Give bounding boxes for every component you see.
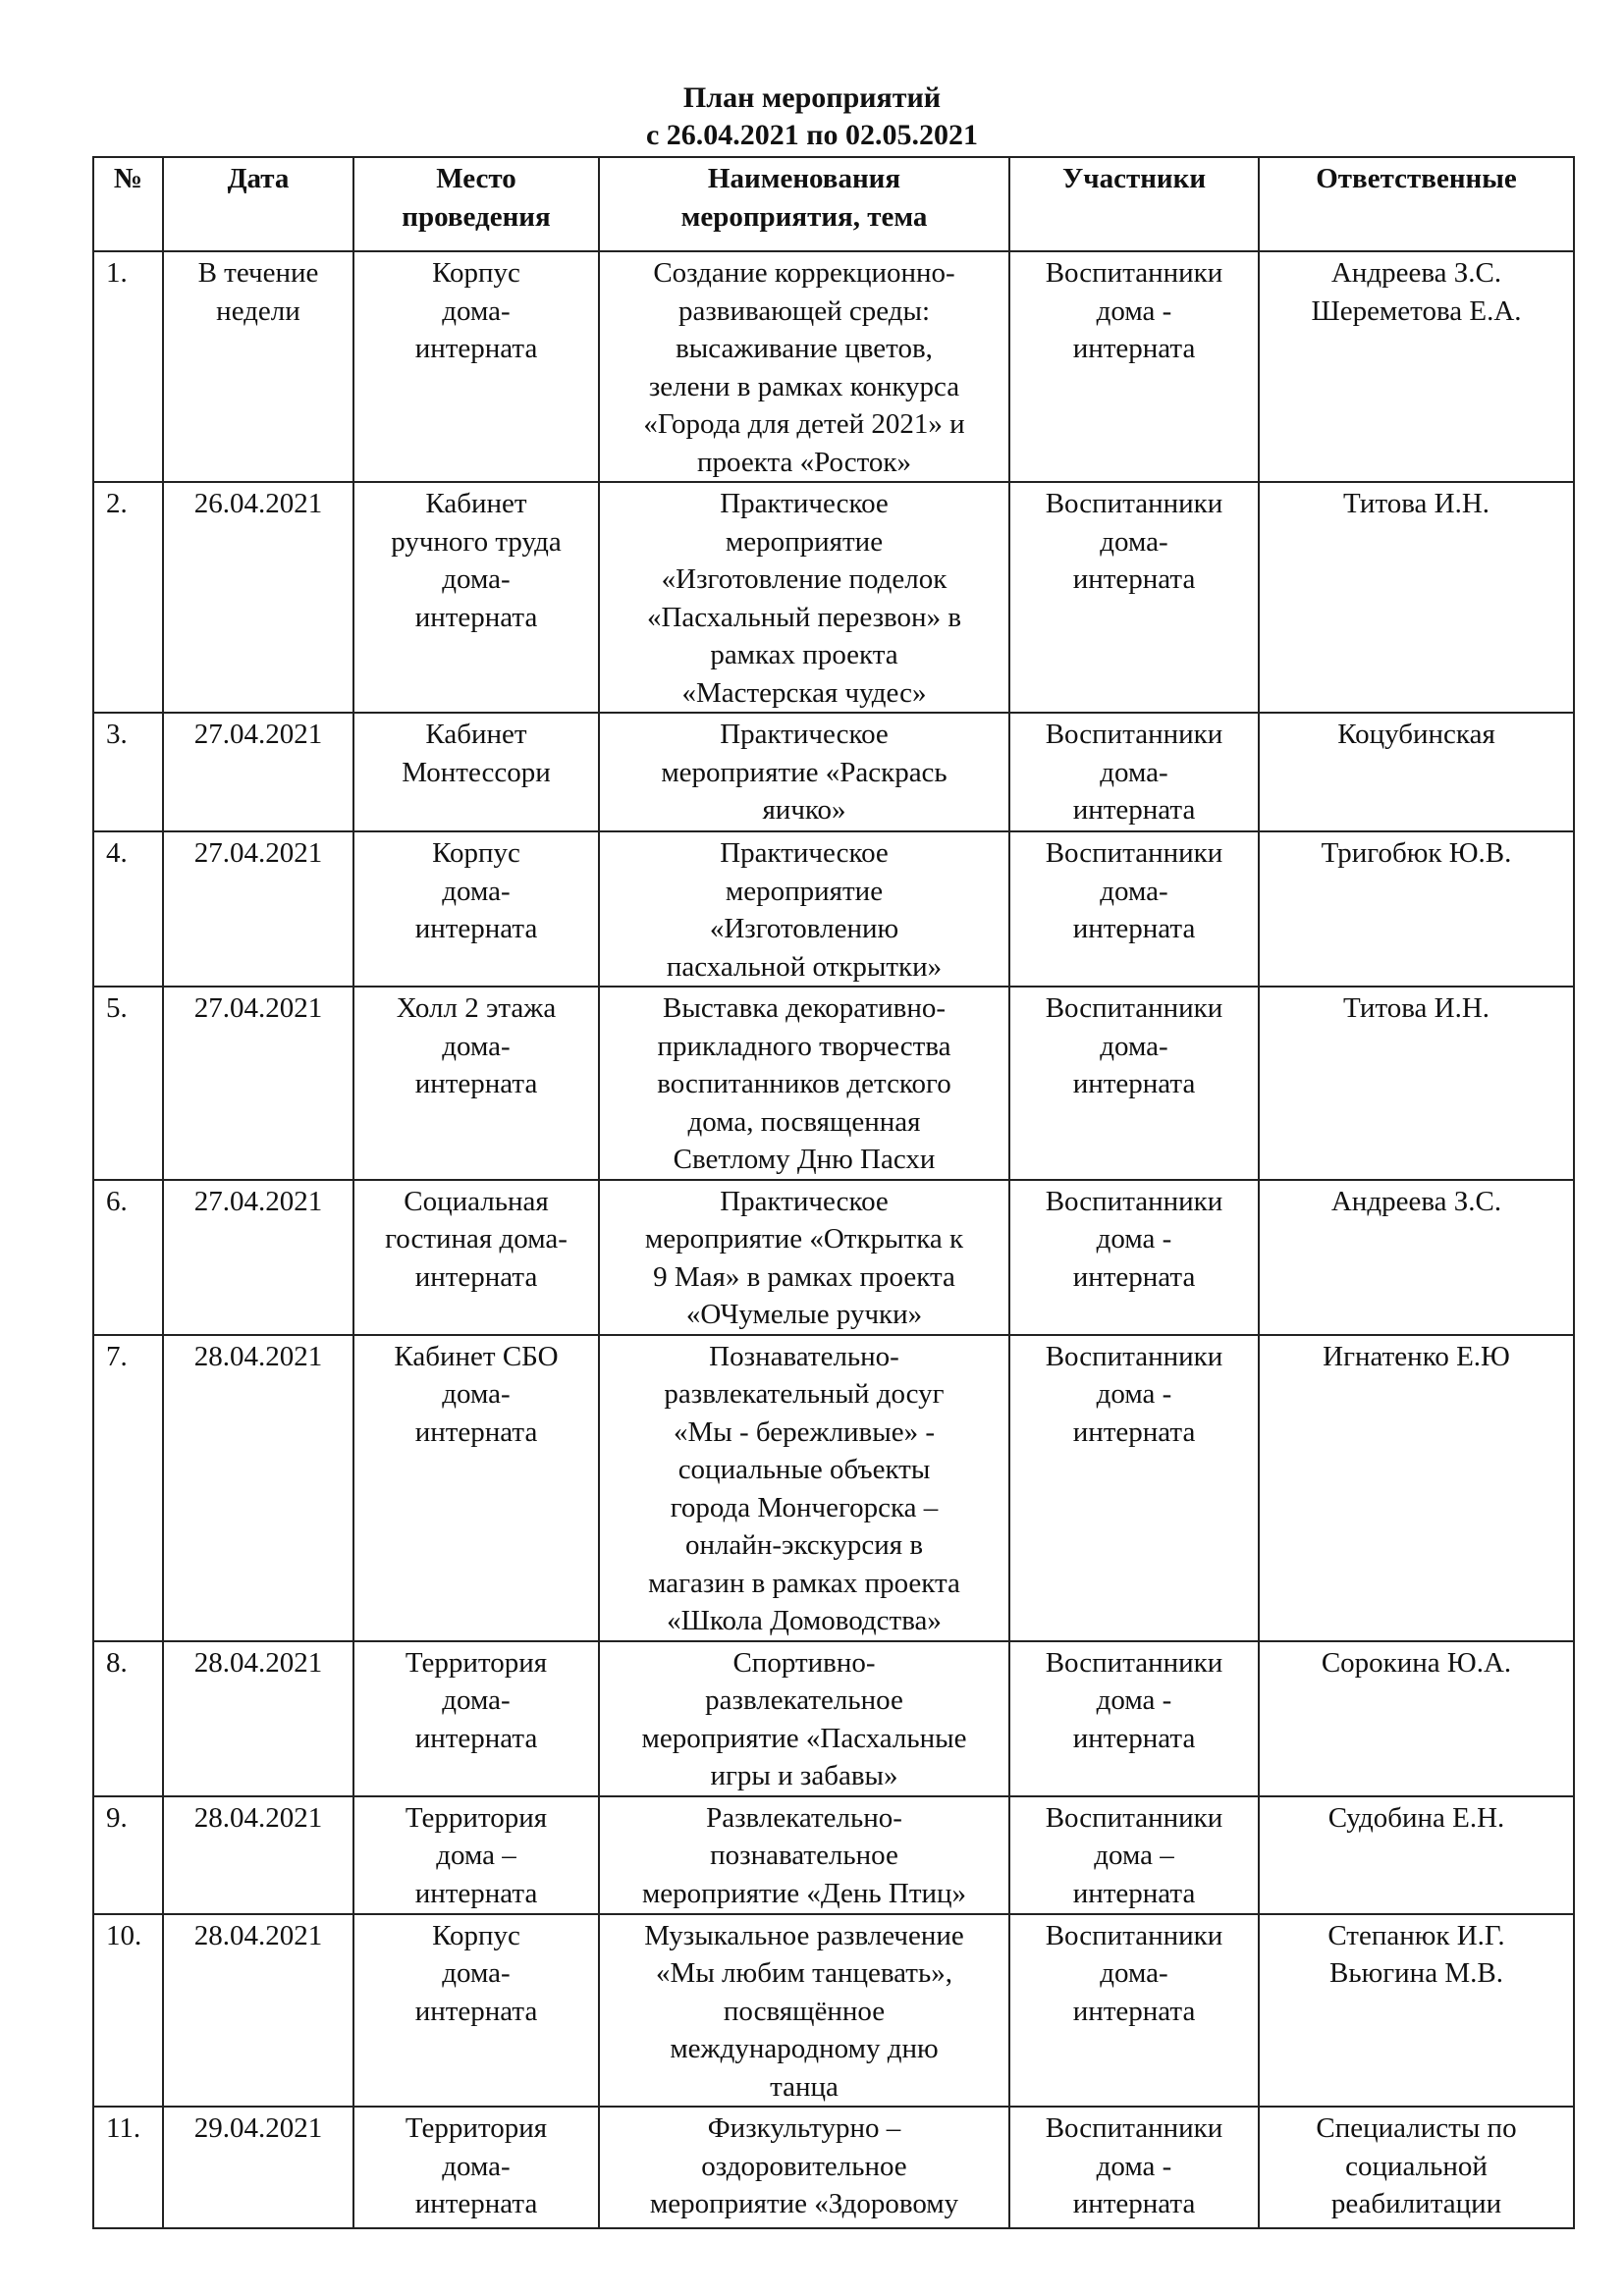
cell-text-line: 1. <box>106 257 128 289</box>
cell-text-line: интерната <box>1072 794 1196 826</box>
cell-text-line: Коцубинская <box>1337 719 1495 750</box>
header-place <box>353 157 599 251</box>
cell-text-line: Воспитанники <box>1045 719 1223 750</box>
cell-number <box>93 987 163 1180</box>
cell-text-line: социальной <box>1345 2150 1488 2182</box>
cell-place <box>353 1180 599 1335</box>
cell-text-line: воспитанников детского <box>657 1068 951 1099</box>
cell-text-line: прикладного творчества <box>657 1030 951 1062</box>
header-text-line: Ответственные <box>1316 163 1517 194</box>
header-text-line: мероприятия, тема <box>680 200 928 233</box>
table-body <box>93 251 1574 2228</box>
table-row <box>93 987 1574 1180</box>
cell-text-line: Практическое <box>720 837 889 869</box>
cell-text-line: развивающей среды: <box>677 294 930 327</box>
cell-text-line: дома - <box>1096 1684 1172 1716</box>
cell-number <box>93 1796 163 1914</box>
cell-place <box>353 1914 599 2108</box>
cell-date <box>163 831 353 987</box>
cell-number <box>93 1180 163 1335</box>
cell-participants <box>1009 831 1259 987</box>
cell-text-line: 28.04.2021 <box>193 1646 323 1679</box>
cell-text-line: Титова И.Н. <box>1342 992 1490 1024</box>
cell-participants <box>1009 1641 1259 1796</box>
cell-responsible <box>1259 1914 1574 2108</box>
cell-text-line: интерната <box>414 1260 538 1293</box>
cell-text-line: Андреева З.С. <box>1330 1185 1502 1217</box>
cell-event <box>599 1641 1009 1796</box>
cell-date <box>163 482 353 713</box>
cell-text-line: 10. <box>106 1919 142 1951</box>
table-row <box>93 1796 1574 1914</box>
cell-text-line: дома- <box>1100 756 1168 788</box>
cell-text-line: 9. <box>106 1801 128 1834</box>
cell-number <box>93 713 163 831</box>
cell-text-line: высаживание цветов, <box>676 333 933 364</box>
cell-event <box>599 251 1009 482</box>
cell-number <box>93 1641 163 1796</box>
cell-event <box>599 1335 1009 1641</box>
cell-text-line: 28.04.2021 <box>193 1340 323 1372</box>
cell-participants <box>1009 2107 1259 2228</box>
cell-text-line: мероприятие «Открытка к <box>644 1223 964 1255</box>
cell-text-line: Холл 2 этажа <box>396 992 557 1024</box>
cell-place <box>353 713 599 831</box>
cell-responsible <box>1259 713 1574 831</box>
cell-text-line: дома – <box>436 1840 516 1871</box>
cell-responsible <box>1259 1335 1574 1641</box>
cell-text-line: дома, посвященная <box>687 1105 921 1138</box>
cell-event <box>599 1180 1009 1335</box>
header-event <box>599 157 1009 251</box>
cell-text-line: мероприятие <box>725 875 884 907</box>
cell-participants <box>1009 1335 1259 1641</box>
cell-text-line: Корпус <box>432 1919 520 1951</box>
cell-text-line: мероприятие «День Птиц» <box>641 1877 967 1909</box>
cell-text-line: Андреева З.С. <box>1330 257 1502 289</box>
cell-number <box>93 2107 163 2228</box>
cell-text-line: интерната <box>414 1995 538 2027</box>
cell-text-line: Воспитанники <box>1045 1185 1223 1217</box>
cell-text-line: дома- <box>442 1378 511 1410</box>
cell-text-line: интерната <box>1072 2188 1196 2219</box>
cell-text-line: Территория <box>405 1801 548 1834</box>
cell-text-line: Социальная <box>404 1185 549 1217</box>
cell-text-line: В течение <box>197 257 319 289</box>
cell-place <box>353 987 599 1180</box>
cell-text-line: Воспитанники <box>1045 2112 1223 2144</box>
cell-text-line: Светлому Дню Пасхи <box>673 1144 936 1175</box>
cell-text-line: 9 Мая» в рамках проекта <box>653 1260 955 1293</box>
cell-text-line: недели <box>216 294 300 327</box>
cell-text-line: «Пасхальный перезвон» в <box>646 601 962 633</box>
cell-text-line: зелени в рамках конкурса <box>648 370 960 402</box>
cell-text-line: 28.04.2021 <box>193 1919 323 1951</box>
cell-number <box>93 1335 163 1641</box>
cell-text-line: познавательное <box>710 1840 898 1871</box>
cell-number <box>93 1914 163 2108</box>
cell-text-line: социальные объекты <box>677 1454 931 1485</box>
cell-text-line: интерната <box>1072 913 1196 944</box>
header-text-line: Дата <box>227 163 290 194</box>
document-title: План мероприятий <box>682 81 942 114</box>
cell-text-line: «Мы любим танцевать», <box>656 1957 952 1989</box>
cell-text-line: интерната <box>414 1415 538 1448</box>
table-row <box>93 2107 1574 2228</box>
cell-date <box>163 1180 353 1335</box>
cell-text-line: Развлекательно- <box>706 1801 902 1834</box>
cell-text-line: интерната <box>1072 1068 1196 1099</box>
cell-number <box>93 251 163 482</box>
cell-text-line: 27.04.2021 <box>193 719 323 750</box>
table-header-row <box>93 157 1574 251</box>
cell-participants <box>1009 251 1259 482</box>
header-date <box>163 157 353 251</box>
cell-text-line: Территория <box>405 1646 548 1679</box>
cell-text-line: дома- <box>1100 1957 1168 1989</box>
cell-text-line: Воспитанники <box>1045 992 1223 1024</box>
cell-text-line: развлекательное <box>705 1684 903 1716</box>
cell-text-line: дома - <box>1096 1223 1172 1255</box>
cell-text-line: Корпус <box>432 837 520 869</box>
cell-text-line: интерната <box>1072 1415 1196 1448</box>
cell-number <box>93 482 163 713</box>
cell-participants <box>1009 1180 1259 1335</box>
cell-text-line: дома - <box>1096 1378 1172 1410</box>
cell-date <box>163 251 353 482</box>
cell-text-line: 8. <box>106 1646 128 1679</box>
cell-responsible <box>1259 251 1574 482</box>
cell-text-line: интерната <box>414 2188 538 2219</box>
table-row <box>93 251 1574 482</box>
cell-text-line: мероприятие «Раскрась <box>661 756 947 788</box>
cell-text-line: дома - <box>1096 2150 1172 2182</box>
cell-text-line: интерната <box>1072 1260 1196 1293</box>
cell-place <box>353 831 599 987</box>
cell-participants <box>1009 987 1259 1180</box>
cell-responsible <box>1259 831 1574 987</box>
cell-text-line: 4. <box>106 837 128 869</box>
cell-text-line: Физкультурно – <box>707 2112 901 2144</box>
cell-text-line: «Мы - бережливые» - <box>673 1415 936 1448</box>
cell-place <box>353 251 599 482</box>
cell-text-line: Степанюк И.Г. <box>1327 1919 1505 1951</box>
cell-text-line: Воспитанники <box>1045 257 1223 289</box>
cell-text-line: 27.04.2021 <box>193 992 323 1024</box>
cell-text-line: Кабинет <box>425 719 527 750</box>
header-text-line: № <box>113 163 143 194</box>
cell-text-line: интерната <box>1072 1877 1196 1909</box>
cell-event <box>599 713 1009 831</box>
cell-place <box>353 1335 599 1641</box>
cell-text-line: дома- <box>442 1957 511 1989</box>
cell-text-line: интерната <box>1072 1995 1196 2027</box>
cell-text-line: танца <box>770 2070 839 2103</box>
cell-text-line: Монтессори <box>402 756 551 788</box>
cell-text-line: Вьюгина М.В. <box>1329 1957 1503 1989</box>
cell-text-line: яичко» <box>762 794 846 826</box>
cell-text-line: 28.04.2021 <box>193 1801 323 1834</box>
cell-text-line: рамках проекта <box>710 639 898 670</box>
cell-text-line: Корпус <box>432 257 520 289</box>
cell-text-line: 11. <box>106 2112 141 2144</box>
cell-text-line: дома- <box>442 294 511 327</box>
cell-text-line: 5. <box>106 992 128 1024</box>
cell-responsible <box>1259 987 1574 1180</box>
cell-text-line: Кабинет <box>425 488 527 519</box>
header-number <box>93 157 163 251</box>
cell-text-line: Специалисты по <box>1316 2112 1517 2144</box>
cell-text-line: Воспитанники <box>1045 488 1223 519</box>
cell-text-line: пасхальной открытки» <box>666 950 943 983</box>
cell-text-line: Выставка декоративно- <box>663 992 946 1024</box>
cell-date <box>163 1914 353 2108</box>
table-row <box>93 1180 1574 1335</box>
cell-place <box>353 2107 599 2228</box>
cell-event <box>599 987 1009 1180</box>
cell-text-line: Спортивно- <box>732 1646 876 1679</box>
cell-event <box>599 2107 1009 2228</box>
table-row <box>93 1914 1574 2108</box>
cell-text-line: дома- <box>442 2150 511 2182</box>
cell-text-line: ручного труда <box>391 525 562 558</box>
header-text-line: Наименования <box>707 163 901 194</box>
cell-text-line: Сорокина Ю.А. <box>1321 1646 1512 1679</box>
cell-text-line: Познавательно- <box>709 1340 899 1372</box>
cell-event <box>599 831 1009 987</box>
cell-text-line: реабилитации <box>1330 2188 1502 2219</box>
cell-place <box>353 1796 599 1914</box>
cell-text-line: 27.04.2021 <box>193 837 323 869</box>
cell-event <box>599 1914 1009 2108</box>
cell-text-line: онлайн-экскурсия в <box>684 1529 924 1561</box>
cell-text-line: интерната <box>1072 563 1196 595</box>
cell-text-line: 27.04.2021 <box>193 1185 323 1217</box>
cell-text-line: Воспитанники <box>1045 1919 1223 1951</box>
cell-text-line: мероприятие «Пасхальные <box>641 1722 967 1754</box>
cell-responsible <box>1259 1641 1574 1796</box>
cell-text-line: 26.04.2021 <box>193 488 323 519</box>
cell-text-line: 29.04.2021 <box>193 2112 323 2144</box>
cell-text-line: Тригобюк Ю.В. <box>1321 837 1512 869</box>
cell-text-line: 6. <box>106 1185 128 1217</box>
cell-text-line: интерната <box>414 913 538 944</box>
cell-text-line: магазин в рамках проекта <box>648 1567 960 1599</box>
cell-text-line: Судобина Е.Н. <box>1327 1801 1505 1834</box>
header-text-line: Место <box>436 163 516 194</box>
cell-text-line: дома- <box>1100 1030 1168 1062</box>
cell-text-line: развлекательный досуг <box>664 1378 945 1410</box>
cell-text-line: Воспитанники <box>1045 1801 1223 1834</box>
cell-text-line: Практическое <box>720 719 889 750</box>
cell-text-line: гостиная дома- <box>385 1223 568 1255</box>
table-row <box>93 831 1574 987</box>
cell-participants <box>1009 713 1259 831</box>
cell-text-line: дома- <box>442 1030 511 1062</box>
table-row <box>93 1641 1574 1796</box>
cell-text-line: интерната <box>1072 1722 1196 1754</box>
cell-participants <box>1009 482 1259 713</box>
cell-text-line: Музыкальное развлечение <box>644 1919 964 1951</box>
cell-text-line: Кабинет СБО <box>394 1340 559 1372</box>
cell-text-line: 7. <box>106 1340 128 1372</box>
cell-text-line: интерната <box>414 1068 538 1099</box>
cell-text-line: «Школа Домоводства» <box>667 1605 942 1636</box>
cell-date <box>163 1796 353 1914</box>
cell-text-line: дома- <box>442 1684 511 1716</box>
events-table <box>92 156 1575 2229</box>
document-subtitle: с 26.04.2021 по 02.05.2021 <box>645 119 979 151</box>
cell-date <box>163 987 353 1180</box>
cell-text-line: Воспитанники <box>1045 1646 1223 1679</box>
cell-text-line: интерната <box>414 1722 538 1754</box>
header-responsible <box>1259 157 1574 251</box>
cell-text-line: Практическое <box>720 488 889 519</box>
cell-text-line: 2. <box>106 488 128 519</box>
cell-text-line: интерната <box>414 1877 538 1909</box>
cell-place <box>353 482 599 713</box>
cell-text-line: Практическое <box>720 1185 889 1217</box>
cell-text-line: международному дню <box>670 2033 939 2064</box>
cell-text-line: проекта «Росток» <box>697 446 911 478</box>
header-text-line: проведения <box>402 200 551 233</box>
cell-text-line: Создание коррекционно- <box>653 257 955 289</box>
cell-participants <box>1009 1796 1259 1914</box>
cell-text-line: дома- <box>1100 525 1168 558</box>
cell-responsible <box>1259 1180 1574 1335</box>
cell-text-line: города Мончегорска – <box>670 1491 939 1523</box>
cell-date <box>163 713 353 831</box>
cell-date <box>163 1641 353 1796</box>
cell-text-line: дома- <box>1100 875 1168 907</box>
cell-text-line: «Изготовление поделок <box>661 563 947 595</box>
cell-text-line: Титова И.Н. <box>1342 488 1490 519</box>
cell-date <box>163 2107 353 2228</box>
cell-text-line: оздоровительное <box>701 2150 907 2182</box>
cell-participants <box>1009 1914 1259 2108</box>
header-text-line: Участники <box>1061 163 1207 194</box>
cell-text-line: Игнатенко Е.Ю <box>1323 1340 1510 1372</box>
cell-text-line: дома - <box>1096 294 1172 327</box>
cell-text-line: Воспитанники <box>1045 1340 1223 1372</box>
cell-text-line: интерната <box>1072 333 1196 364</box>
cell-text-line: игры и забавы» <box>710 1760 898 1791</box>
cell-responsible <box>1259 1796 1574 1914</box>
cell-text-line: «Мастерская чудес» <box>681 676 927 709</box>
cell-event <box>599 482 1009 713</box>
cell-text-line: «Города для детей 2021» и <box>643 408 965 440</box>
cell-text-line: интерната <box>414 333 538 364</box>
cell-number <box>93 831 163 987</box>
cell-text-line: 3. <box>106 719 128 750</box>
cell-responsible <box>1259 482 1574 713</box>
table-row <box>93 482 1574 713</box>
cell-text-line: Шереметова Е.А. <box>1311 294 1522 327</box>
cell-place <box>353 1641 599 1796</box>
table-row <box>93 1335 1574 1641</box>
header-participants <box>1009 157 1259 251</box>
cell-text-line: дома- <box>442 875 511 907</box>
cell-text-line: мероприятие <box>725 525 884 558</box>
table-row <box>93 713 1574 831</box>
cell-text-line: дома- <box>442 563 511 595</box>
cell-text-line: интерната <box>414 601 538 633</box>
cell-text-line: Воспитанники <box>1045 837 1223 869</box>
cell-text-line: мероприятие «Здоровому <box>649 2188 959 2219</box>
cell-text-line: «ОЧумелые ручки» <box>685 1299 923 1330</box>
cell-event <box>599 1796 1009 1914</box>
cell-responsible <box>1259 2107 1574 2228</box>
cell-text-line: «Изготовлению <box>709 913 899 944</box>
cell-text-line: посвящённое <box>723 1995 886 2027</box>
cell-text-line: дома – <box>1094 1840 1174 1871</box>
cell-date <box>163 1335 353 1641</box>
cell-text-line: Территория <box>405 2112 548 2144</box>
